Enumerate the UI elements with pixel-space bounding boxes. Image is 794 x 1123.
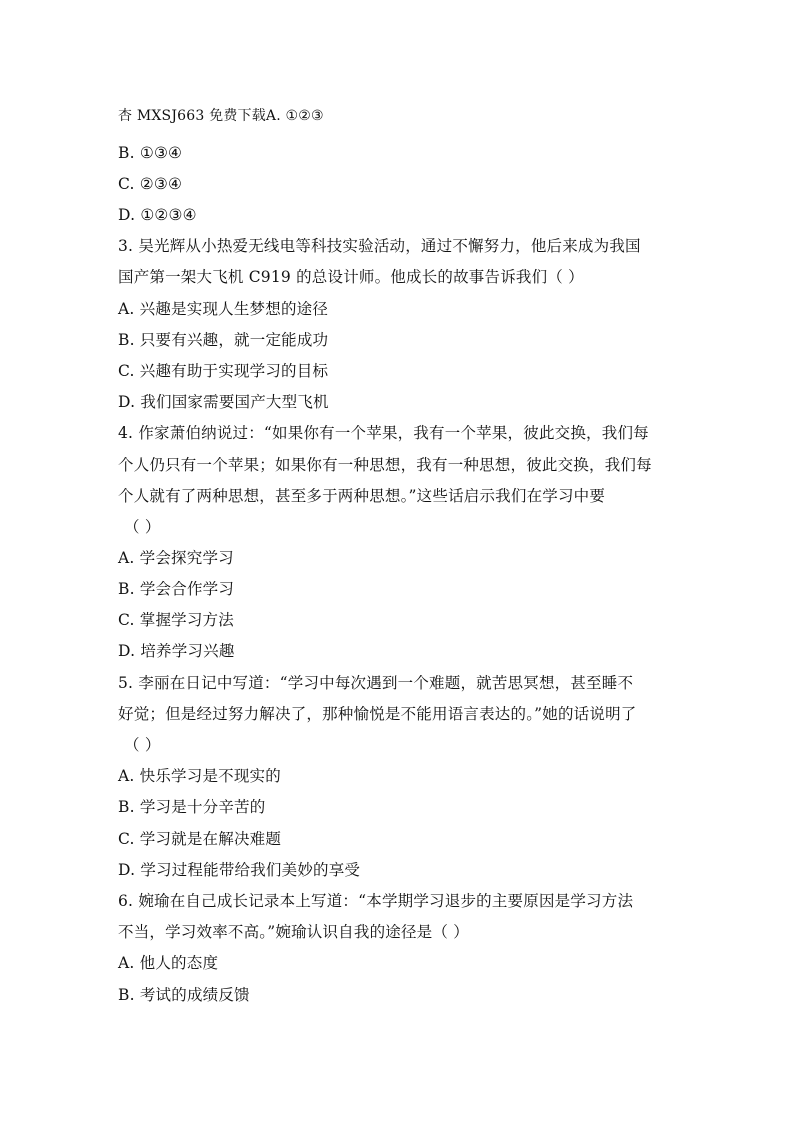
- q5-option-d: D. 学习过程能带给我们美妙的享受: [118, 861, 361, 879]
- q4-answer-blank: （ ）: [124, 518, 161, 536]
- q4-stem-line-2: 个人仍只有一个苹果；如果你有一种思想，我有一种思想，彼此交换，我们每: [118, 456, 652, 474]
- q2-option-b: B. ①③④: [118, 144, 183, 162]
- q3-stem-line-1: 3. 吴光辉从小热爱无线电等科技实验活动，通过不懈努力，他后来成为我国: [118, 237, 641, 255]
- q2-option-d: D. ①②③④: [118, 206, 197, 224]
- q5-option-c: C. 学习就是在解决难题: [118, 830, 282, 848]
- q5-answer-blank: （ ）: [124, 736, 161, 754]
- q3-stem-line-2: 国产第一架大飞机 C919 的总设计师。他成长的故事告诉我们（ ）: [118, 268, 584, 286]
- q4-option-d: D. 培养学习兴趣: [118, 642, 235, 660]
- q4-option-a: A. 学会探究学习: [118, 549, 234, 567]
- q4-option-b: B. 学会合作学习: [118, 580, 235, 598]
- q3-option-a: A. 兴趣是实现人生梦想的途径: [118, 300, 329, 318]
- q4-option-c: C. 掌握学习方法: [118, 611, 234, 629]
- q6-option-a: A. 他人的态度: [118, 954, 219, 972]
- q3-option-b: B. 只要有兴趣，就一定能成功: [118, 331, 329, 349]
- q5-stem-line-1: 5. 李丽在日记中写道：“学习中每次遇到一个难题，就苦思冥想，甚至睡不: [118, 674, 634, 692]
- q4-stem-line-1: 4. 作家萧伯纳说过：“如果你有一个苹果，我有一个苹果，彼此交换，我们每: [118, 424, 649, 442]
- q5-option-a: A. 快乐学习是不现实的: [118, 767, 281, 785]
- q5-stem-line-2: 好觉；但是经过努力解决了，那种愉悦是不能用语言表达的。”她的话说明了: [118, 705, 637, 723]
- q2-option-c: C. ②③④: [118, 175, 183, 193]
- q6-stem-line-1: 6. 婉瑜在自己成长记录本上写道：“本学期学习退步的主要原因是学习方法: [118, 892, 634, 910]
- q3-option-c: C. 兴趣有助于实现学习的目标: [118, 362, 329, 380]
- q5-option-b: B. 学习是十分辛苦的: [118, 798, 266, 816]
- q6-stem-line-2: 不当，学习效率不高。”婉瑜认识自我的途径是（ ）: [118, 923, 469, 941]
- q6-option-b: B. 考试的成绩反馈: [118, 986, 250, 1004]
- header-line: 杏 MXSJ663 免费下载A. ①②③: [118, 108, 324, 124]
- q4-stem-line-3: 个人就有了两种思想，甚至多于两种思想。”这些话启示我们在学习中要: [118, 487, 606, 505]
- q3-option-d: D. 我们国家需要国产大型飞机: [118, 393, 329, 411]
